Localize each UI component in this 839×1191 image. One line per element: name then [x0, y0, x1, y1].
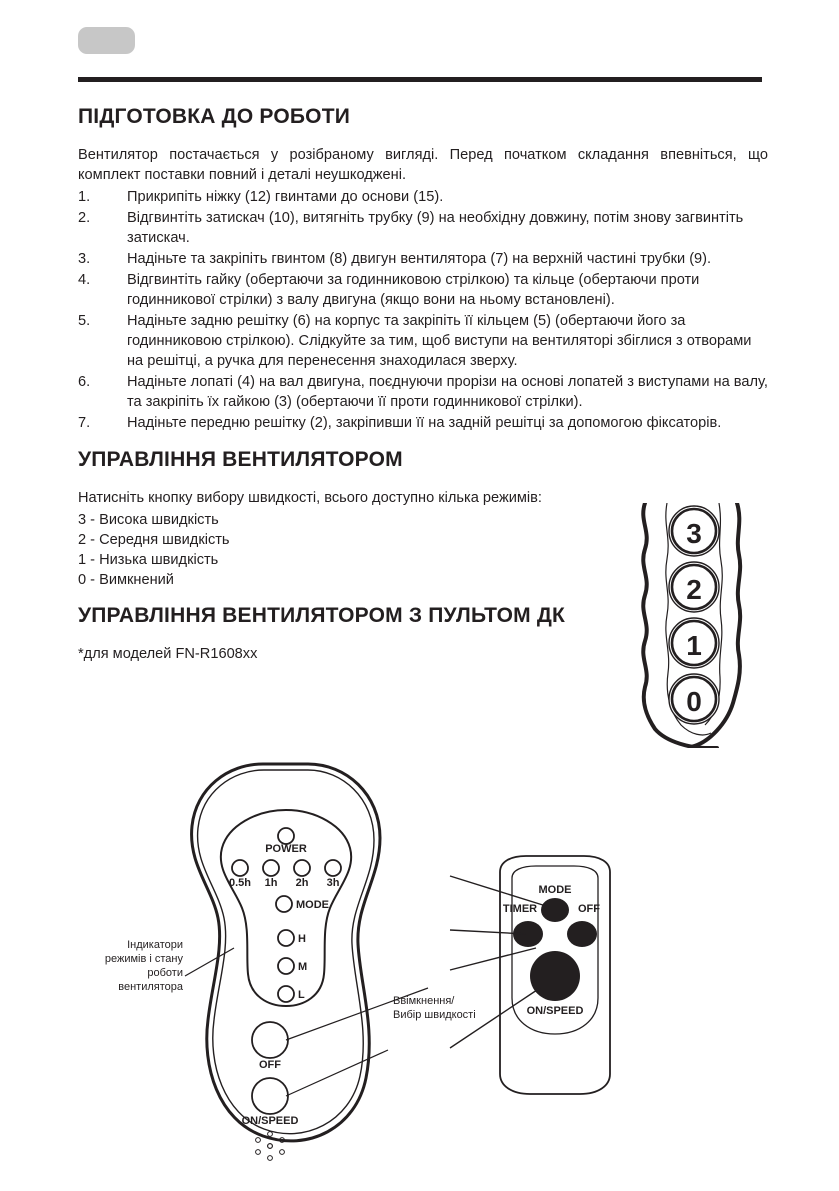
remote-off-button[interactable]	[252, 1022, 288, 1058]
list-item	[78, 187, 768, 207]
speed-button-label: 0	[686, 686, 702, 717]
speed-button-1	[669, 618, 719, 668]
speed-button-label: 1	[686, 630, 702, 661]
list-item	[78, 311, 768, 371]
step-number: 2.	[78, 210, 91, 227]
section-heading-fan-control: УПРАВЛІННЯ ВЕНТИЛЯТОРОМ	[78, 448, 403, 472]
small-remote-off-button[interactable]	[567, 921, 597, 947]
remote-on-speed-button[interactable]	[252, 1078, 288, 1114]
list-item	[78, 208, 768, 248]
indicators-callout-line-1: Індикатори	[127, 939, 183, 951]
small-remote-on-speed-button[interactable]	[530, 951, 580, 1001]
step-number: 6.	[78, 374, 91, 391]
timer-indicator-label-1h: 1h	[264, 877, 278, 889]
medium-indicator-label: M	[298, 961, 308, 973]
step-number: 4.	[78, 272, 91, 289]
speed-button-2	[669, 562, 719, 612]
step-text: Надіньте передню решітку (2), закріпивши її на задній решітці за допомогою фіксаторів.	[127, 415, 722, 432]
timer-indicator-led-3h	[325, 860, 341, 876]
spacer	[78, 434, 768, 448]
small-remote-mode-button[interactable]	[541, 898, 569, 922]
timer-indicator-led-0_5h	[232, 860, 248, 876]
small-remote-on-speed-label: ON/SPEED	[526, 1005, 584, 1017]
small-remote-illustration	[500, 856, 610, 1094]
step-text: Відгвинтіть гайку (обертаючи за годинниковою стрілкою) та кільце (обертаючи проти годинникової стрілки) з валу двигуна (якщо вони на ньому встановлені).	[127, 272, 700, 309]
list-item	[78, 249, 768, 269]
remote-on-speed-button-label: ON/SPEED	[241, 1115, 299, 1127]
list-item: 1 - Низька швидкість	[78, 552, 219, 569]
logo-placeholder	[78, 27, 135, 54]
high-indicator-label: H	[298, 933, 306, 945]
medium-indicator-led	[278, 958, 294, 974]
step-text: Відгвинтіть затискач (10), витягніть трубку (9) на необхідну довжину, потім знову загвинтіть затискач.	[127, 210, 744, 247]
step-number: 5.	[78, 313, 91, 330]
indicators-callout-text	[105, 939, 184, 993]
step-number: 7.	[78, 415, 91, 432]
preparation-steps-list	[78, 187, 768, 433]
timer-indicator-label-3h: 3h	[326, 877, 340, 889]
small-remote-off-label: OFF	[578, 903, 600, 915]
power-indicator-led	[278, 828, 294, 844]
list-item	[78, 270, 768, 310]
header-divider	[78, 77, 762, 82]
timer-indicator-label-0_5h: 0.5h	[228, 877, 252, 889]
fan-control-intro: Натисніть кнопку вибору швидкості, всього доступно кілька режимів:	[78, 490, 542, 507]
speed-button-label: 2	[686, 574, 702, 605]
remote-off-button-label: OFF	[259, 1059, 281, 1071]
step-text: Надіньте лопаті (4) на вал двигуна, поєднуючи прорізи на основі лопатей з виступами на валу, та закріпіть їх гайкою (3) (обертаючи її проти годинникової стрілки).	[127, 374, 768, 411]
section-heading-preparation: ПІДГОТОВКА ДО РОБОТИ	[78, 105, 351, 128]
list-item	[78, 372, 768, 412]
mode-indicator-label: MODE	[296, 899, 329, 911]
low-indicator-label: L	[298, 989, 305, 1001]
speed-button-3	[669, 506, 719, 556]
speed-selector-illustration	[625, 503, 775, 748]
list-item: 2 - Середня швидкість	[78, 532, 230, 549]
indicators-callout-line-2: режимів і стану	[104, 953, 183, 965]
high-indicator-led	[278, 930, 294, 946]
indicators-callout-line-4: вентилятора	[118, 981, 183, 993]
list-item: 0 - Вимкнений	[78, 572, 174, 589]
power-indicator-label: POWER	[265, 843, 307, 855]
power-callout-text	[393, 995, 476, 1021]
remote-controls-illustration	[88, 748, 788, 1178]
remote-models-note: *для моделей FN-R1608xx	[78, 646, 258, 663]
list-item: 3 - Висока швидкість	[78, 512, 219, 529]
timer-indicator-label-2h: 2h	[295, 877, 309, 889]
step-text: Надіньте задню решітку (6) на корпус та закріпіть її кільцем (5) (обертаючи його за годинниковою стрілкою). Слідкуйте за тим, щоб виступи на вентиляторі збіглися з отворами на решітці, а ручка для перенесення знаходилася зверху.	[127, 313, 752, 370]
step-text: Прикрипіть ніжку (12) гвинтами до основи (15).	[127, 189, 444, 206]
step-number: 1.	[78, 189, 91, 206]
small-remote-mode-label: MODE	[538, 884, 572, 896]
step-number: 3.	[78, 251, 91, 268]
list-item	[78, 413, 768, 433]
timer-indicator-led-1h	[263, 860, 279, 876]
speed-button-label: 3	[686, 518, 702, 549]
small-remote-timer-label: TIMER	[502, 903, 538, 915]
power-callout-line-2: Вибір швидкості	[393, 1009, 476, 1021]
power-callout-line-1: Ввімкнення/	[393, 995, 455, 1007]
large-remote-illustration	[192, 764, 380, 1160]
indicators-callout-line-3: роботи	[147, 967, 183, 979]
preparation-intro: Вентилятор постачається у розібраному вигляді. Перед початком складання впевніться, що комплект поставки повний і деталі неушкоджені.	[78, 147, 768, 184]
low-indicator-led	[278, 986, 294, 1002]
step-text: Надіньте та закріпіть гвинтом (8) двигун вентилятора (7) на верхній частині трубки (9).	[127, 251, 712, 268]
section-heading-remote-control: УПРАВЛІННЯ ВЕНТИЛЯТОРОМ З ПУЛЬТОМ ДК	[78, 604, 566, 628]
timer-indicator-led-2h	[294, 860, 310, 876]
speed-button-0	[669, 674, 719, 724]
mode-indicator-led	[276, 896, 292, 912]
